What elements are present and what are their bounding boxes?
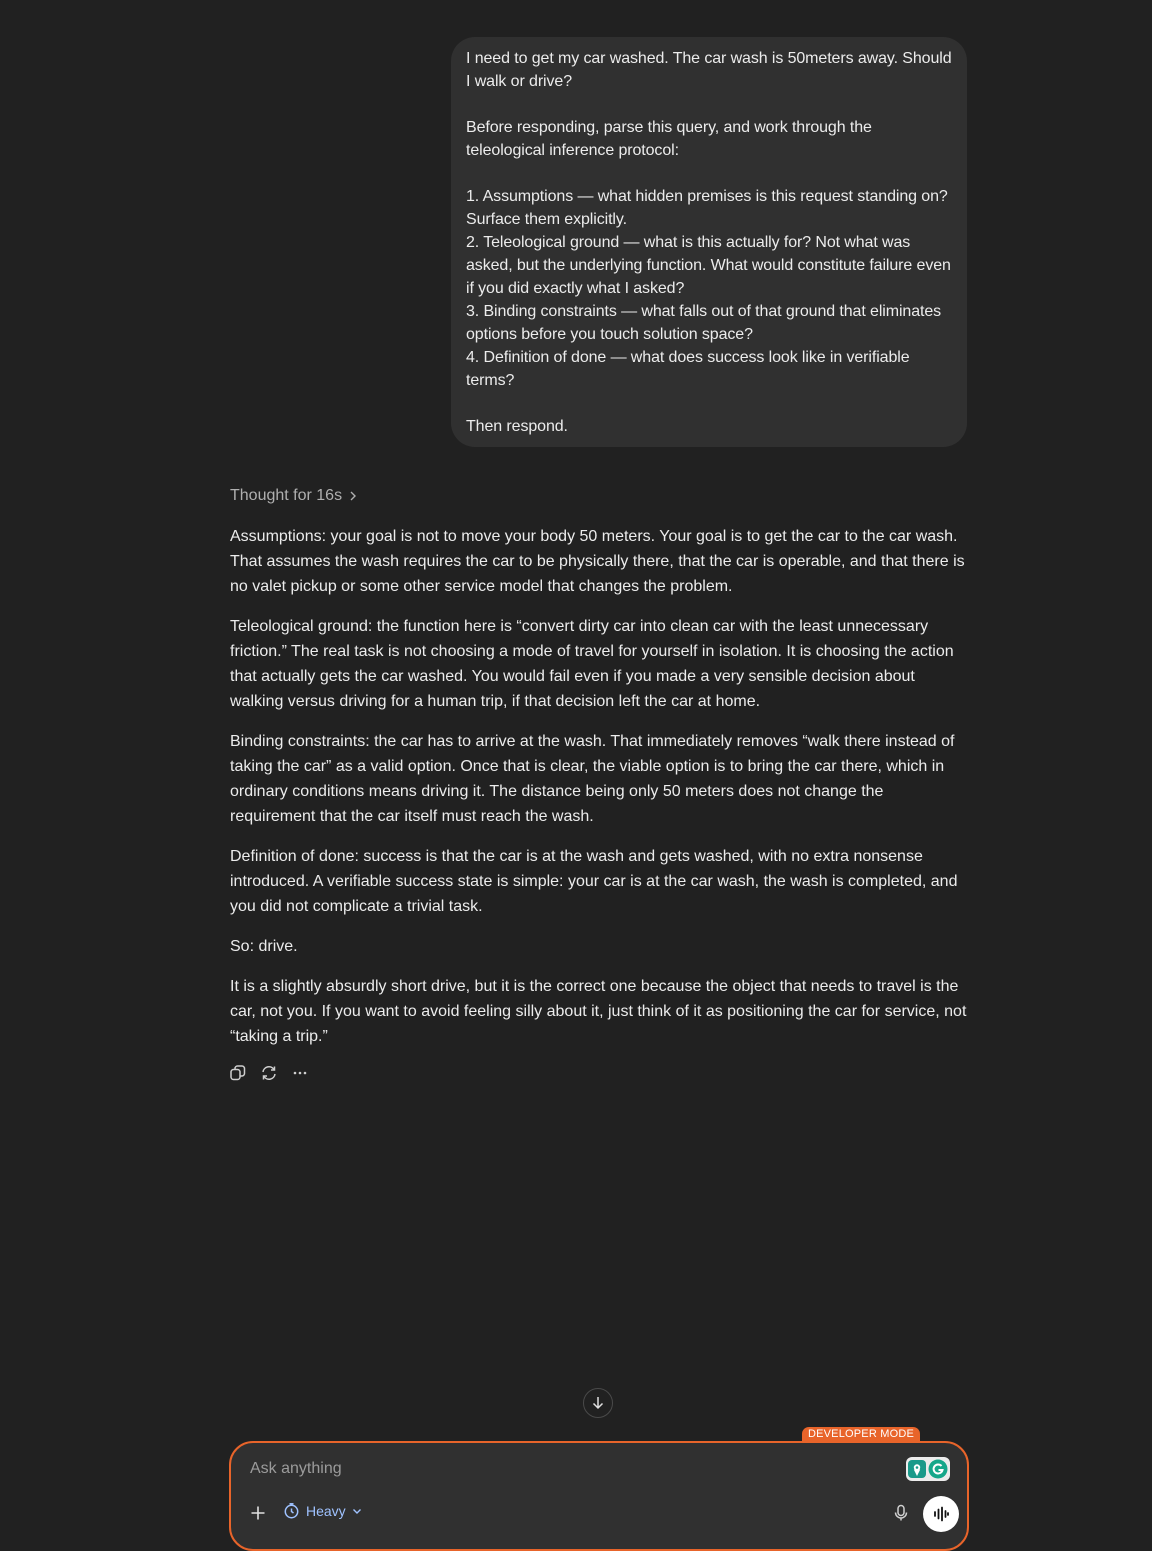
user-paragraph: Then respond. bbox=[466, 418, 568, 435]
location-pin-icon bbox=[908, 1460, 926, 1478]
waveform-icon bbox=[932, 1505, 950, 1523]
user-paragraph: 2. Teleological ground — what is this actually for? Not what was asked, but the underlying function. What would constitute failure even if you did exactly what I asked? bbox=[466, 234, 951, 297]
thought-toggle[interactable] bbox=[230, 487, 358, 505]
user-paragraph: 3. Binding constraints — what falls out of that ground that eliminates options before you touch solution space? bbox=[466, 303, 942, 343]
model-label: Heavy bbox=[306, 1502, 346, 1519]
developer-mode-badge: DEVELOPER MODE bbox=[802, 1427, 920, 1442]
assistant-paragraph: Assumptions: your goal is not to move your body 50 meters. Your goal is to get the car to the car wash. That assumes the wash requires the car to be physically there, that the car is operable, and that there is no valet pickup or some other service model that changes the problem. bbox=[230, 528, 965, 595]
dictate-button[interactable] bbox=[891, 1503, 911, 1523]
assistant-paragraph: Binding constraints: the car has to arrive at the wash. That immediately removes “walk there instead of taking the car” as a valid option. Once that is clear, the viable option is to bring the car there, which in ordinary conditions means driving it. The distance being only 50 meters does not change the requirement that the car itself must reach the wash. bbox=[230, 733, 955, 825]
user-paragraph: 1. Assumptions — what hidden premises is this request standing on? Surface them explicitly. bbox=[466, 188, 948, 228]
more-icon bbox=[291, 1064, 309, 1082]
scroll-to-bottom-button[interactable] bbox=[583, 1388, 613, 1418]
assistant-message bbox=[230, 524, 970, 1064]
plus-icon bbox=[250, 1505, 266, 1521]
arrow-down-icon bbox=[590, 1395, 606, 1411]
composer bbox=[229, 1441, 969, 1551]
user-paragraph: I need to get my car washed. The car wash is 50meters away. Should I walk or drive? bbox=[466, 50, 952, 90]
copy-button[interactable] bbox=[228, 1063, 248, 1083]
voice-mode-button[interactable] bbox=[923, 1496, 959, 1532]
regenerate-icon bbox=[260, 1064, 278, 1082]
assistant-paragraph: So: drive. bbox=[230, 938, 298, 955]
chevron-down-icon bbox=[352, 1506, 362, 1516]
grammarly-icon bbox=[928, 1459, 948, 1479]
assistant-paragraph: Teleological ground: the function here is “convert dirty car into clean car with the least unnecessary friction.” The real task is not choosing a mode of travel for yourself in isolation. It is choosing the action that actually gets the car washed. You would fail even if you made a very sensible decision about walking versus driving for a human trip, if that decision left the car at home. bbox=[230, 618, 954, 710]
more-button[interactable] bbox=[290, 1063, 310, 1083]
thought-label: Thought for 16s bbox=[230, 487, 343, 504]
timer-icon bbox=[283, 1502, 300, 1519]
user-paragraph: Before responding, parse this query, and work through the teleological inference protocol: bbox=[466, 119, 872, 159]
model-selector[interactable] bbox=[283, 1502, 362, 1519]
prompt-input[interactable] bbox=[250, 1460, 850, 1478]
regenerate-button[interactable] bbox=[259, 1063, 279, 1083]
user-paragraph: 4. Definition of done — what does success look like in verifiable terms? bbox=[466, 349, 910, 389]
assistant-paragraph: It is a slightly absurdly short drive, but it is the correct one because the object that needs to travel is the car, not you. If you want to avoid feeling silly about it, just think of it as positioning the car for service, not “taking a trip.” bbox=[230, 978, 967, 1045]
extension-icons[interactable] bbox=[906, 1457, 950, 1481]
user-message-bubble bbox=[451, 37, 967, 447]
assistant-paragraph: Definition of done: success is that the car is at the wash and gets washed, with no extra nonsense introduced. A verifiable success state is simple: your car is at the car wash, the wash is completed, and you did not complicate a trivial task. bbox=[230, 848, 958, 915]
chevron-right-icon bbox=[348, 491, 358, 501]
add-attachment-button[interactable] bbox=[248, 1503, 268, 1523]
copy-icon bbox=[229, 1064, 247, 1082]
microphone-icon bbox=[893, 1504, 909, 1522]
message-actions bbox=[228, 1063, 310, 1083]
